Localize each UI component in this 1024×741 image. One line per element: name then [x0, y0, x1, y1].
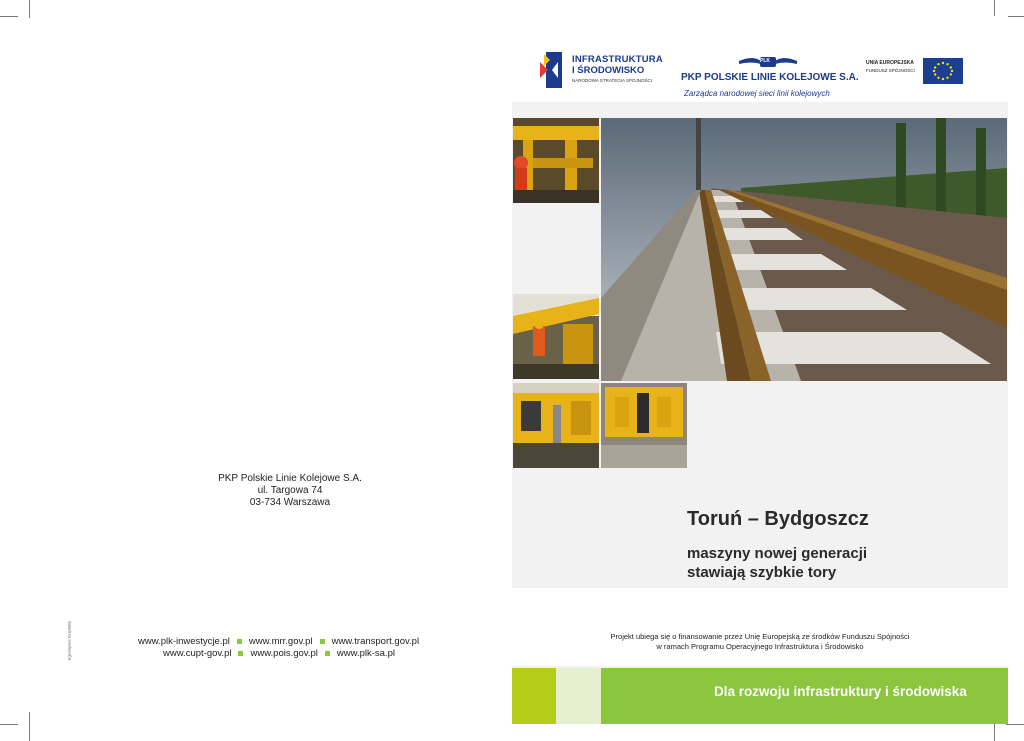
bullet-square: [238, 651, 243, 656]
address-company: PKP Polskie Linie Kolejowe S.A.: [218, 473, 362, 484]
cover-subtitle-line1: maszyny nowej generacji: [687, 545, 868, 562]
link-pois[interactable]: www.pois.gov.pl: [250, 648, 318, 659]
photo-worker-machine: [513, 294, 599, 379]
address-city: 03-734 Warszawa: [249, 497, 331, 508]
crop-mark: [0, 724, 18, 725]
infra-line2: I ŚRODOWISKO: [572, 65, 645, 76]
plk-badge: PLK: [760, 58, 770, 64]
side-note: Egzemplarz bezpłatny: [66, 620, 72, 661]
eu-flag-icon: [923, 58, 963, 84]
photo-tamping-unit: [601, 383, 687, 468]
photo-railway-track: [601, 118, 1007, 381]
side-note-wrap: [64, 618, 74, 666]
link-plk-sa[interactable]: www.plk-sa.pl: [336, 648, 395, 659]
infra-line3: NARODOWA STRATEGIA SPÓJNOŚCI: [572, 78, 653, 83]
cover-subtitle-line2: stawiają szybkie tory: [687, 564, 837, 581]
photo-rail-machine: [513, 383, 599, 468]
links-row-1: [138, 636, 448, 647]
infra-line1: INFRASTRUKTURA: [572, 54, 663, 65]
crop-mark: [0, 16, 18, 17]
link-cupt[interactable]: www.cupt-gov.pl: [163, 648, 232, 659]
photo-machine-worker: [513, 118, 599, 203]
plk-logo: [678, 55, 858, 101]
plk-name: PKP POLSKIE LINIE KOLEJOWE S.A.: [681, 72, 859, 83]
banner-text: Dla rozwoju infrastruktury i środowiska: [714, 684, 967, 699]
infra-emblem-icon: [538, 50, 566, 90]
project-note: [512, 632, 1008, 652]
eu-line1: UNIA EUROPEJSKA: [866, 60, 914, 66]
eu-logo: [866, 58, 966, 86]
link-mrr[interactable]: www.mrr.gov.pl: [248, 636, 313, 647]
bullet-square: [237, 639, 242, 644]
plk-tagline: Zarządca narodowej sieci linii kolejowych: [684, 89, 830, 98]
banner-stripe-lime: [512, 668, 556, 724]
crop-mark: [29, 712, 30, 741]
address-block: [190, 473, 390, 509]
project-note-line1: Projekt ubiega się o finansowanie przez Unię Europejską ze środków Funduszu Spójności: [610, 632, 910, 641]
banner-stripe-pale: [556, 668, 601, 724]
crop-mark: [1006, 16, 1024, 17]
crop-mark: [29, 0, 30, 18]
infra-logo: [538, 50, 668, 92]
links-row-2: [163, 648, 443, 659]
bullet-square: [325, 651, 330, 656]
info-strip: [512, 588, 1008, 666]
cover-title: Toruń – Bydgoszcz: [687, 508, 869, 530]
banner: [601, 668, 1008, 724]
crop-mark: [1006, 724, 1024, 725]
link-plk-inwestycje[interactable]: www.plk-inwestycje.pl: [138, 636, 230, 647]
bullet-square: [320, 639, 325, 644]
address-street: ul. Targowa 74: [257, 485, 323, 496]
eu-line2: FUNDUSZ SPÓJNOŚCI: [866, 68, 915, 73]
link-transport[interactable]: www.transport.gov.pl: [331, 636, 420, 647]
project-note-line2: w ramach Programu Operacyjnego Infrastruktura i Środowisko: [656, 642, 864, 651]
